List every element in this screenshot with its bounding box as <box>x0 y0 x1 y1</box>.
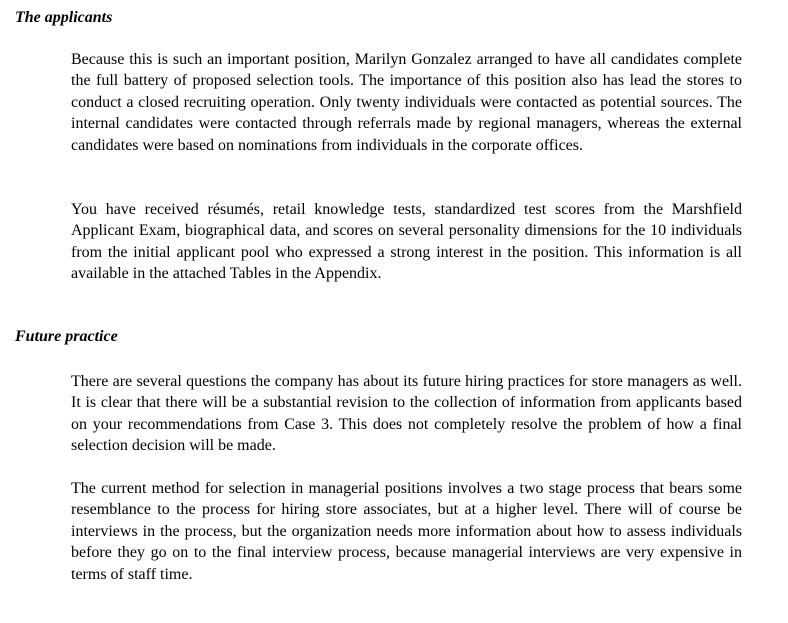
paragraph-future-hiring-questions: There are several questions the company has about its future hiring practices for store managers as well. It is clear that there will be a substantial revision to the collection of information from applicants based on your recommendations from Case 3. This does not completely resolve the problem of how a final selection decision will be made. <box>71 373 742 455</box>
section-heading-future-practice: Future practice <box>15 328 118 345</box>
paragraph-applicants-selection-tools: Because this is such an important position, Marilyn Gonzalez arranged to have all candidates complete the full battery of proposed selection tools. The importance of this position also has lead the stores to conduct a closed recruiting operation. Only twenty individuals were contacted as potential sources. The internal candidates were contacted through referrals made by regional managers, whereas the external candidates were based on nominations from individuals in the corporate offices. <box>71 51 742 154</box>
paragraph-future-selection-method: The current method for selection in managerial positions involves a two stage process that bears some resemblance to the process for hiring store associates, but at a higher level. There will of course be interviews in the process, but the organization needs more information about how to assess individuals before they go on to the final interview process, because managerial interviews are very expensive in terms of staff time. <box>71 480 742 583</box>
section-heading-the-applicants: The applicants <box>15 9 113 26</box>
paragraph-applicants-received-materials: You have received résumés, retail knowledge tests, standardized test scores from the Marshfield Applicant Exam, biographical data, and scores on several personality dimensions for the 10 individuals from the initial applicant pool who expressed a strong interest in the position. This information is all available in the attached Tables in the Appendix. <box>71 201 742 283</box>
